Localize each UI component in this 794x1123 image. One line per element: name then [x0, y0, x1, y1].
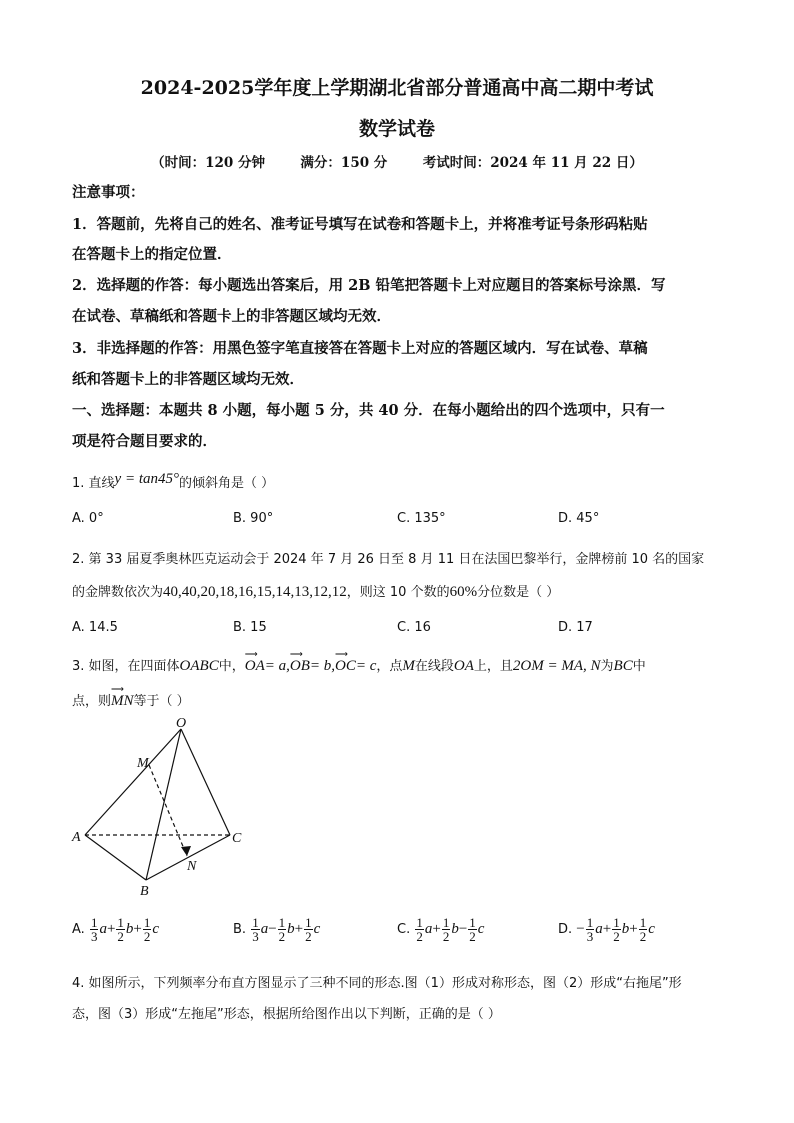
q2-option-c[interactable]: C. 16	[397, 620, 431, 635]
notice-item3-line2: 纸和答题卡上的非答题区域均无效．	[72, 371, 304, 388]
q2-option-a[interactable]: A. 14.5	[72, 620, 118, 635]
notice-item2-line2: 在试卷、草稿纸和答题卡上的非答题区域均无效．	[72, 308, 391, 325]
exam-info	[0, 151, 794, 171]
q1-option-d[interactable]: D. 45°	[558, 511, 600, 526]
q1-option-b[interactable]: B. 90°	[233, 511, 274, 526]
q3-d-op2: +	[629, 921, 638, 937]
q3-mid1: 中，	[218, 659, 245, 674]
edge-ob	[146, 729, 181, 880]
q3-c-v1: a	[424, 921, 433, 937]
mn-arrowhead	[181, 846, 191, 856]
q3-a-v1: a	[99, 921, 107, 937]
q3-c-c3d: 2	[469, 929, 476, 944]
q1-suffix: 的倾斜角是（ ）	[179, 476, 275, 491]
q3-mid2: ，点	[376, 659, 403, 674]
q3-c-v3: c	[477, 921, 485, 937]
q3-eq-a: = a,	[264, 658, 290, 674]
q3-d-c2n: 1	[613, 915, 620, 930]
q3-option-a[interactable]	[72, 916, 159, 943]
q1-option-a[interactable]: A. 0°	[72, 511, 104, 526]
q1-option-c[interactable]: C. 135°	[397, 511, 446, 526]
q3-d-label: D.	[558, 922, 573, 937]
notice-item1-line1: 1．答题前，先将自己的姓名、准考证号填写在试卷和答题卡上，并将准考证号条形码粘贴	[72, 216, 648, 233]
q2-data: 40,40,20,18,16,15,14,13,12,12	[163, 584, 347, 600]
q2-option-d[interactable]: D. 17	[558, 620, 593, 635]
q3-c-c2n: 1	[442, 915, 450, 930]
notice-item3-line1: 3．非选择题的作答：用黑色签字笔直接答在答题卡上对应的答题区域内．写在试卷、草稿	[72, 340, 648, 357]
q2-percent: 60%	[449, 584, 478, 600]
q3-prefix: 3. 如图，在四面体	[72, 659, 180, 674]
q3-seg-bc: BC	[613, 658, 633, 674]
label-o: O	[176, 716, 187, 731]
q1-stem	[72, 472, 274, 492]
q3-line2-prefix: 点，则	[72, 694, 112, 709]
q3-d-sign: −	[576, 921, 585, 937]
section1-line1: 一、选择题：本题共 8 小题，每小题 5 分，共 40 分．在每小题给出的四个选项中，只有一	[72, 402, 665, 419]
q3-c-op1: +	[432, 921, 441, 937]
q3-c-v2: b	[451, 921, 459, 937]
q3-vec-mn-text: MN	[111, 693, 134, 709]
q3-eq-c: = c	[355, 658, 377, 674]
q3-a-c2d: 2	[117, 929, 124, 944]
edge-oc	[181, 729, 230, 835]
q3-b-c2n: 1	[278, 915, 286, 930]
q3-b-frac1	[251, 916, 260, 943]
label-a: A	[72, 830, 81, 845]
q3-c-c1n: 1	[416, 915, 423, 930]
q3-d-v1: a	[595, 921, 603, 937]
tetrahedron-figure	[60, 715, 260, 900]
q3-b-v1: a	[260, 921, 269, 937]
q3-vec-oa-text: OA	[244, 658, 265, 674]
notice-item1-line2: 在答题卡上的指定位置．	[72, 246, 232, 263]
q3-vec-oa: ⟶ OA	[244, 649, 265, 674]
notice-heading: 注意事项：	[72, 184, 145, 201]
q3-a-op2: +	[133, 921, 142, 937]
q3-option-c[interactable]	[397, 916, 484, 943]
q3-b-c3d: 2	[305, 929, 312, 944]
q3-tetra: OABC	[179, 658, 219, 674]
q3-line1	[72, 649, 646, 675]
q3-mid6: 中	[632, 659, 646, 674]
exam-time: （时间：120 分钟	[151, 155, 266, 171]
q3-vec-ob: ⟶ OB	[289, 649, 310, 674]
q3-c-c2d: 2	[442, 929, 450, 944]
q3-b-c3n: 1	[305, 915, 312, 930]
q3-vec-oc-text: OC	[334, 658, 356, 674]
q3-c-op2: −	[458, 921, 468, 937]
q3-a-frac3	[143, 916, 152, 943]
q3-d-c1d: 3	[586, 929, 594, 944]
q3-b-c1n: 1	[252, 915, 259, 930]
q3-option-d[interactable]	[558, 916, 655, 943]
q3-a-label: A.	[72, 922, 85, 937]
q3-vec-oc: ⟶ OC	[334, 649, 356, 674]
q3-d-v2: b	[621, 921, 630, 937]
q3-a-c3d: 2	[143, 929, 151, 944]
q3-c-frac3	[468, 916, 477, 943]
exam-date: 考试时间：2024 年 11 月 22 日）	[422, 155, 643, 171]
q3-b-v3: c	[313, 921, 321, 937]
q3-a-c1n: 1	[90, 915, 98, 930]
q3-c-c1d: 2	[416, 929, 423, 944]
q4-line1: 4. 如图所示，下列频率分布直方图显示了三种不同的形态.图（1）形成对称形态，图（2）形成“右拖尾”形	[72, 976, 682, 991]
q3-d-frac3	[639, 916, 648, 943]
label-b: B	[140, 884, 149, 899]
q3-d-v3: c	[648, 921, 655, 937]
notice-item2-line1: 2．选择题的作答：每小题选出答案后，用 2B 铅笔把答题卡上对应题目的答案标号涂黑．写	[72, 277, 666, 294]
q3-c-frac2	[442, 916, 451, 943]
q3-d-frac1	[586, 916, 595, 943]
q1-formula: y = tan45°	[114, 471, 179, 487]
q3-a-c2n: 1	[117, 915, 124, 930]
q3-b-op2: +	[294, 921, 304, 937]
q3-a-c3n: 1	[143, 915, 151, 930]
q2-line2	[72, 581, 559, 601]
q3-condition: 2OM = MA, N	[512, 658, 601, 674]
label-m: M	[137, 756, 149, 771]
q1-prefix: 1. 直线	[72, 476, 115, 491]
q3-line2-suffix: 等于（ ）	[133, 694, 190, 709]
q3-a-frac2	[116, 916, 125, 943]
q3-point-m: M	[402, 658, 415, 674]
q3-b-c2d: 2	[278, 929, 286, 944]
q2-mid: ，则这 10 个数的	[346, 585, 450, 600]
q3-a-c1d: 3	[90, 929, 98, 944]
q3-d-c3d: 2	[639, 929, 647, 944]
label-c: C	[232, 831, 242, 846]
q4-line2: 态，图（3）形成“左拖尾”形态，根据所给图作出以下判断，正确的是（ ）	[72, 1007, 501, 1022]
q3-vec-ob-text: OB	[289, 658, 310, 674]
q3-vec-mn: ⟶ MN	[111, 684, 134, 709]
q3-c-c3n: 1	[469, 915, 476, 930]
q3-a-v2: b	[125, 921, 134, 937]
edge-oa	[85, 729, 181, 835]
q3-d-c3n: 1	[639, 915, 647, 930]
q3-b-v2: b	[287, 921, 295, 937]
q3-b-frac3	[304, 916, 313, 943]
q3-c-frac1	[415, 916, 424, 943]
section1-line2: 项是符合题目要求的．	[72, 433, 217, 450]
q2-line1: 2. 第 33 届夏季奥林匹克运动会于 2024 年 7 月 26 日至 8 月 11 日在法国巴黎举行，金牌榜前 10 名的国家	[72, 552, 705, 567]
q3-line2	[72, 684, 190, 710]
q3-d-c1n: 1	[586, 915, 594, 930]
q3-a-op1: +	[106, 921, 116, 937]
q3-b-c1d: 3	[252, 929, 259, 944]
q3-d-op1: +	[602, 921, 612, 937]
q3-seg-oa: OA	[453, 658, 474, 674]
q2-option-b[interactable]: B. 15	[233, 620, 267, 635]
q3-b-frac2	[278, 916, 287, 943]
q3-a-frac1	[90, 916, 99, 943]
exam-title: 2024-2025学年度上学期湖北省部分普通高中高二期中考试	[140, 77, 654, 99]
edge-ab	[85, 835, 146, 880]
q3-d-frac2	[612, 916, 621, 943]
q3-c-label: C.	[397, 922, 411, 937]
exam-subtitle: 数学试卷	[358, 118, 435, 140]
q3-d-c2d: 2	[613, 929, 620, 944]
q3-b-op1: −	[268, 921, 277, 937]
q3-mid4: 上，且	[473, 659, 513, 674]
q3-eq-b: = b,	[309, 658, 335, 674]
q3-b-label: B.	[233, 922, 247, 937]
q3-mid3: 在线段	[414, 659, 454, 674]
q3-option-b[interactable]	[233, 916, 320, 943]
q2-suffix: 分位数是（ ）	[477, 585, 560, 600]
q3-mid5: 为	[600, 659, 614, 674]
exam-score: 满分：150 分	[300, 155, 388, 171]
q3-a-v3: c	[152, 921, 160, 937]
q2-prefix: 的金牌数依次为	[72, 585, 164, 600]
label-n: N	[187, 859, 197, 874]
